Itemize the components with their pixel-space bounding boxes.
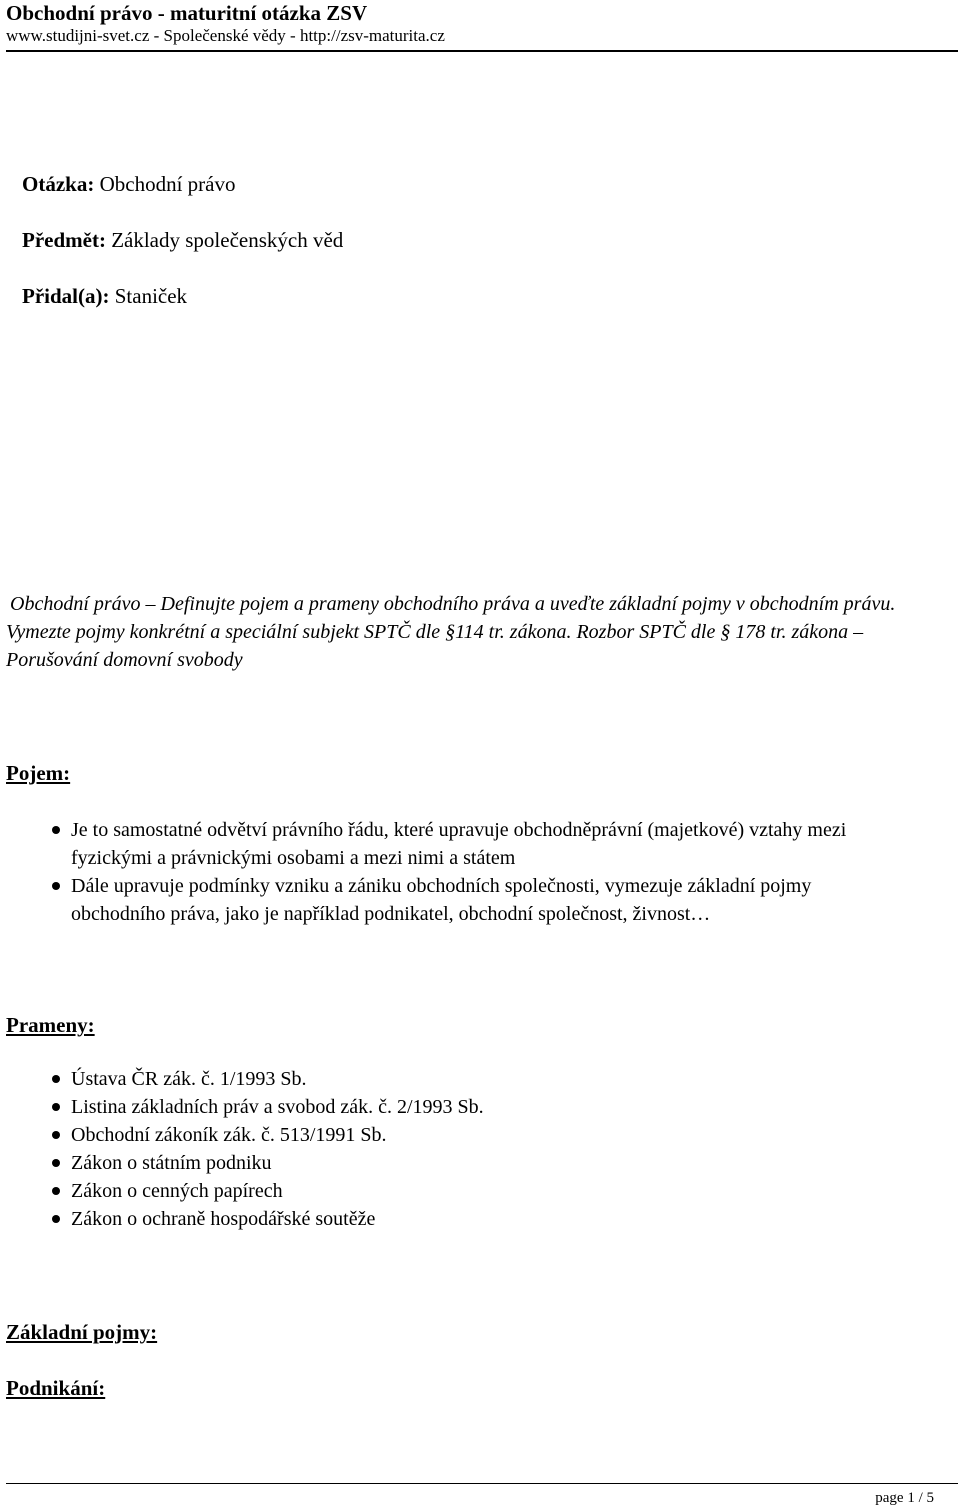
list-item	[0, 1177, 900, 1205]
author-label: Přidal(a):	[22, 284, 110, 308]
bullet-icon	[52, 1103, 60, 1111]
list-item	[0, 1065, 900, 1093]
question-label: Otázka:	[22, 172, 95, 196]
prameny-heading: Prameny:	[6, 1013, 95, 1037]
question-value: Obchodní právo	[94, 172, 236, 196]
bullet-icon	[52, 826, 60, 834]
footer-divider	[6, 1483, 958, 1484]
subject-label: Předmět:	[22, 228, 106, 252]
document-subtitle: www.studijni-svet.cz - Společenské vědy - http://zsv-maturita.cz	[6, 26, 445, 45]
bullet-icon	[52, 882, 60, 890]
prameny-list	[0, 1065, 900, 1233]
author-line	[22, 283, 187, 309]
document-title: Obchodní právo - maturitní otázka ZSV	[6, 1, 368, 25]
list-item-text: Zákon o ochraně hospodářské soutěže	[71, 1208, 376, 1230]
list-item-text: Dále upravuje podmínky vzniku a zániku obchodních společnosti, vymezuje základní pojmy obchodního práva, jako je například podnikatel, obchodní společnost, živnost…	[71, 875, 812, 925]
bullet-icon	[52, 1075, 60, 1083]
list-item-text: Zákon o cenných papírech	[71, 1180, 283, 1202]
list-item	[0, 816, 900, 872]
bullet-icon	[52, 1187, 60, 1195]
bullet-icon	[52, 1215, 60, 1223]
list-item	[0, 1093, 900, 1121]
intro-paragraph: Obchodní právo – Definujte pojem a prameny obchodního práva a uveďte základní pojmy v obchodním právu. Vymezte pojmy konkrétní a speciální subjekt SPTČ dle §114 tr. zákona. Rozbor SPTČ dle § 178 tr. zákona – Porušování domovní svobody	[6, 593, 896, 671]
list-item	[0, 1205, 900, 1233]
pojem-list	[0, 816, 900, 928]
question-line	[22, 171, 235, 197]
bullet-icon	[52, 1131, 60, 1139]
list-item	[0, 872, 900, 928]
podnikani-heading: Podnikání:	[6, 1376, 106, 1400]
subject-value: Základy společenských věd	[105, 228, 344, 252]
list-item	[0, 1121, 900, 1149]
list-item-text: Obchodní zákoník zák. č. 513/1991 Sb.	[71, 1124, 387, 1146]
list-item-text: Ústava ČR zák. č. 1/1993 Sb.	[71, 1068, 307, 1090]
page-header	[6, 0, 958, 52]
zakladni-pojmy-heading: Základní pojmy:	[6, 1320, 158, 1344]
author-value: Staniček	[109, 284, 188, 308]
list-item	[0, 1149, 900, 1177]
page-number: page 1 / 5	[875, 1490, 934, 1506]
list-item-text: Je to samostatné odvětví právního řádu, které upravuje obchodněprávní (majetkové) vztahy mezi fyzickými a právnickými osobami a mezi nimi a státem	[71, 819, 847, 869]
pojem-heading: Pojem:	[6, 761, 71, 785]
bullet-icon	[52, 1159, 60, 1167]
list-item-text: Zákon o státním podniku	[71, 1152, 272, 1174]
subject-line	[22, 227, 343, 253]
list-item-text: Listina základních práv a svobod zák. č. 2/1993 Sb.	[71, 1096, 484, 1118]
